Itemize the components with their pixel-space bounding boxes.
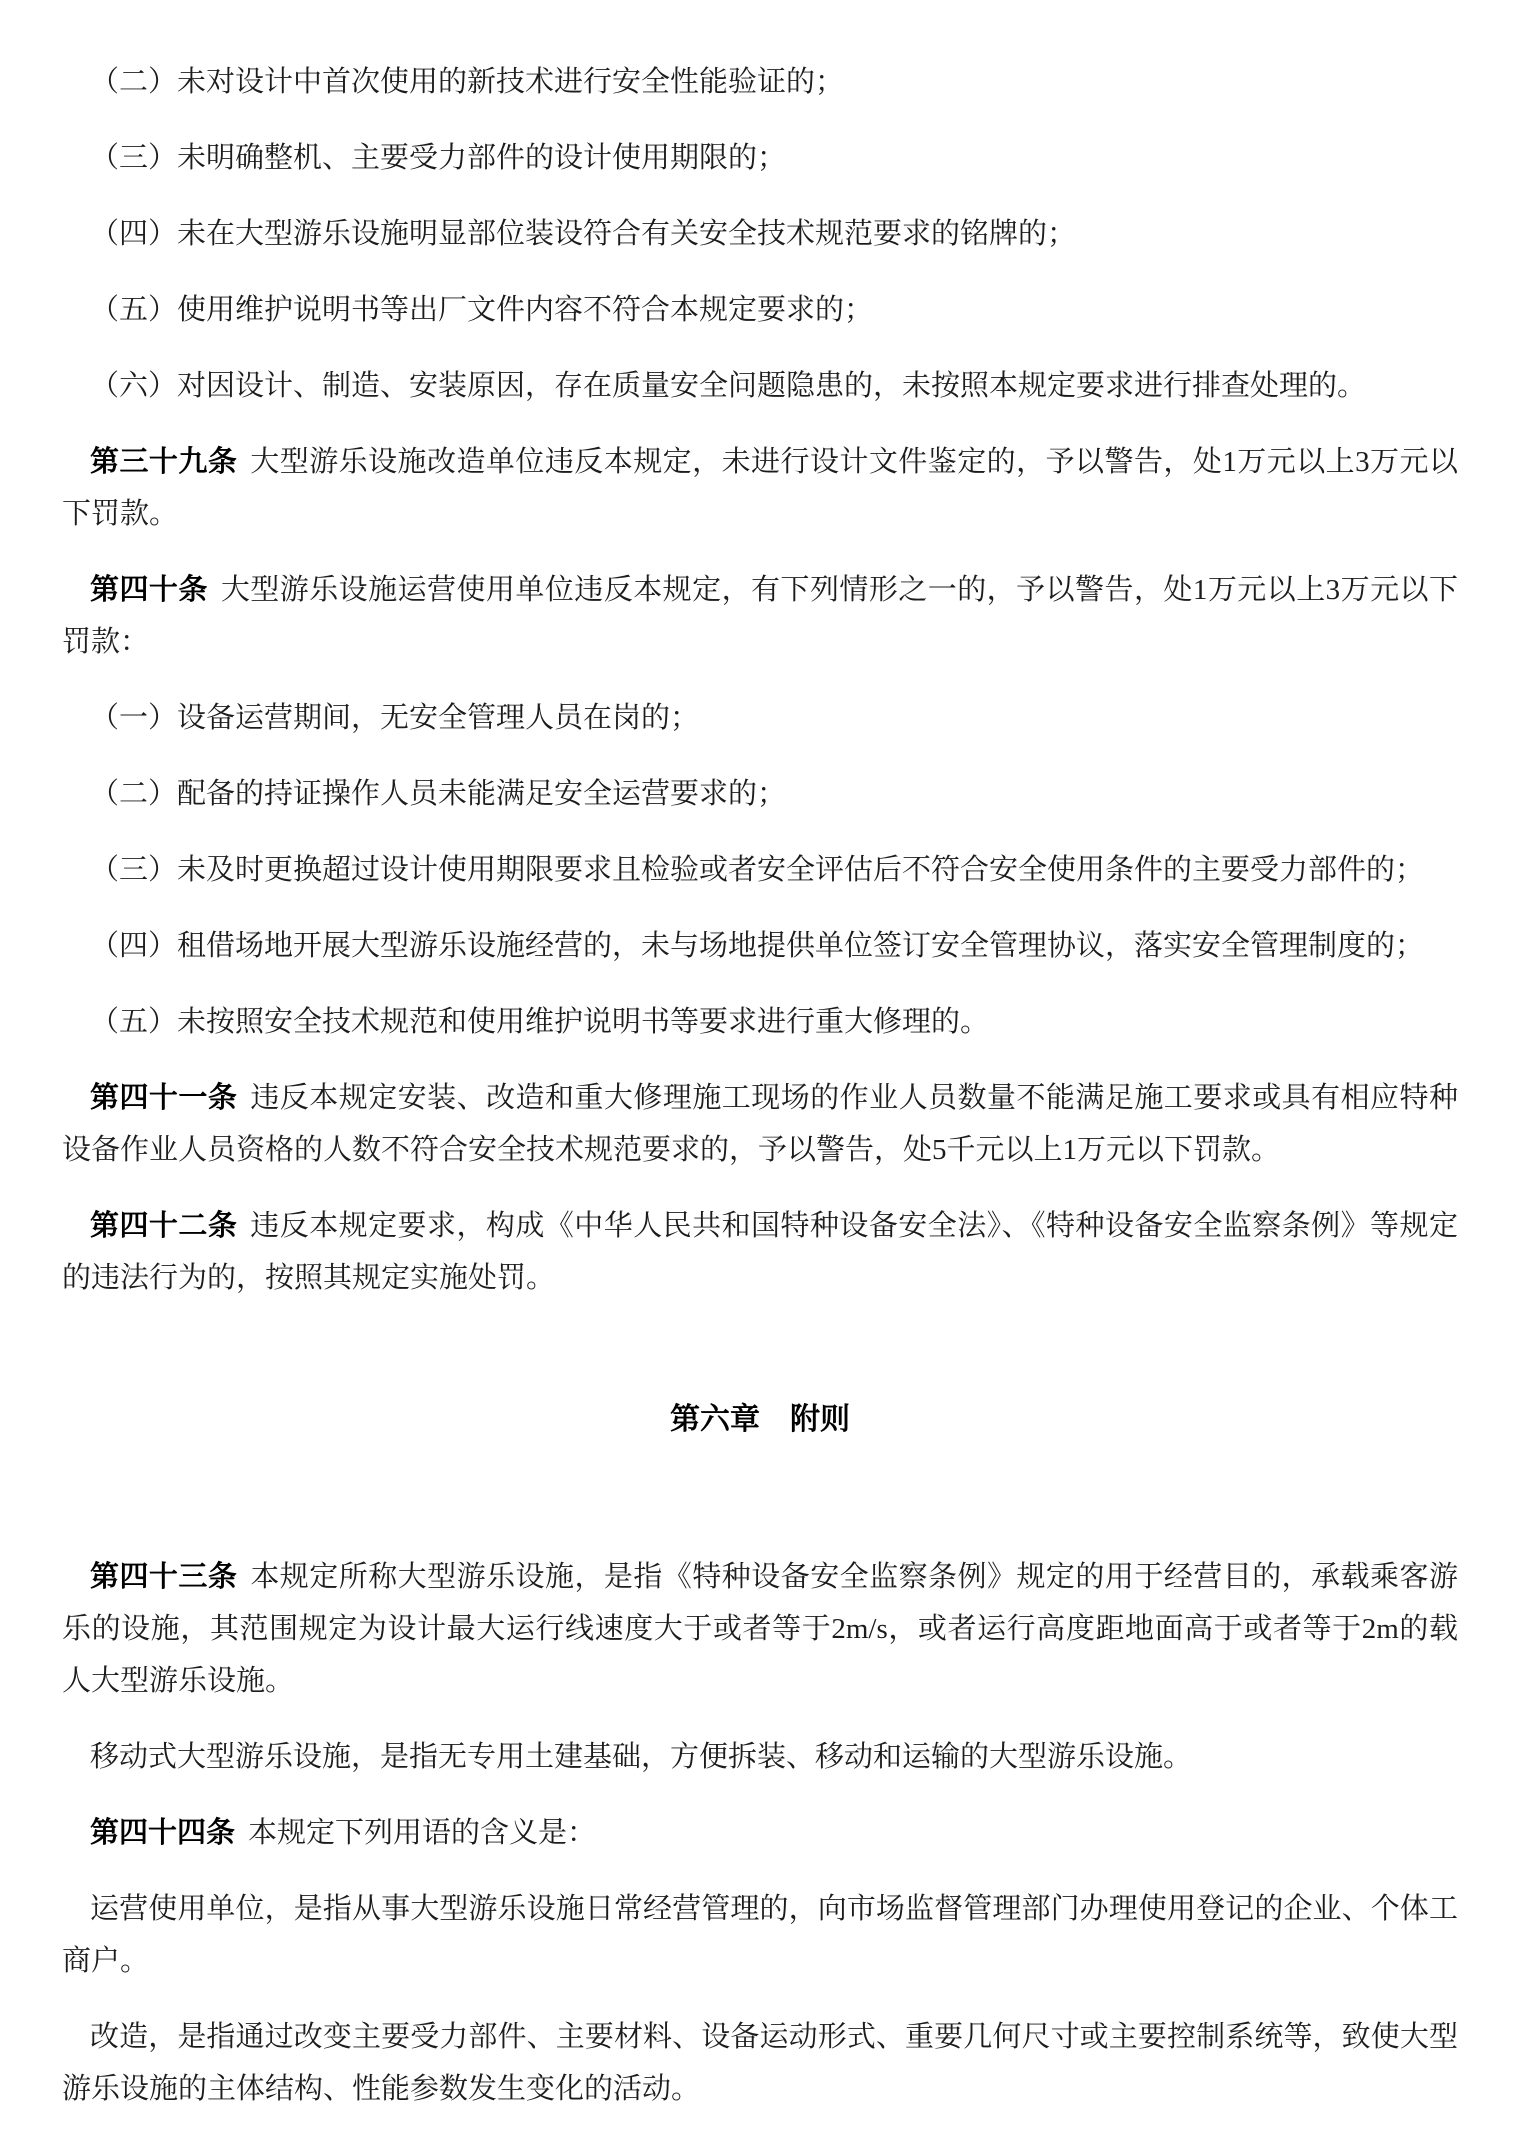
paragraph-text: （四）未在大型游乐设施明显部位装设符合有关安全技术规范要求的铭牌的； [90,218,1077,250]
paragraph-text: （三）未明确整机、主要受力部件的设计使用期限的； [90,142,787,174]
paragraph-text: （五）未按照安全技术规范和使用维护说明书等要求进行重大修理的。 [90,1006,990,1038]
article-paragraph [62,564,1458,668]
article-number: 第三十九条 [90,446,238,478]
list-item [62,692,1458,744]
paragraph-text: 大型游乐设施运营使用单位违反本规定，有下列情形之一的，予以警告，处1万元以上3万元以下罚款： [62,574,1458,658]
paragraph-text: 改造，是指通过改变主要受力部件、主要材料、设备运动形式、重要几何尺寸或主要控制系统等，致使大型游乐设施的主体结构、性能参数发生变化的活动。 [62,2021,1458,2105]
article-paragraph [62,436,1458,540]
list-item [62,768,1458,820]
article-number: 第四十一条 [90,1082,238,1114]
list-item [62,284,1458,336]
list-item [62,208,1458,260]
list-item [62,360,1458,412]
article-number: 第四十条 [90,574,208,606]
body-paragraph [62,2011,1458,2115]
list-item [62,844,1458,896]
list-item [62,920,1458,972]
paragraph-text: （三）未及时更换超过设计使用期限要求且检验或者安全评估后不符合安全使用条件的主要受力部件的； [90,854,1425,886]
article-number: 第四十二条 [90,1210,238,1242]
paragraph-text: 移动式大型游乐设施，是指无专用土建基础，方便拆装、移动和运输的大型游乐设施。 [90,1741,1193,1773]
article-paragraph [62,1200,1458,1304]
list-item [62,996,1458,1048]
article-number: 第四十四条 [90,1817,236,1849]
paragraph-text: （六）对因设计、制造、安装原因，存在质量安全问题隐患的，未按照本规定要求进行排查处理的。 [90,370,1367,402]
list-item [62,132,1458,184]
article-paragraph [62,1551,1458,1707]
article-paragraph [62,1807,1458,1859]
chapter-title: 附则 [790,1403,850,1436]
paragraph-text: （一）设备运营期间，无安全管理人员在岗的； [90,702,700,734]
paragraph-text: （四）租借场地开展大型游乐设施经营的，未与场地提供单位签订安全管理协议，落实安全管理制度的； [90,930,1425,962]
paragraph-text: 本规定下列用语的含义是： [248,1817,597,1849]
paragraph-text: 违反本规定要求，构成《中华人民共和国特种设备安全法》、《特种设备安全监察条例》等规定的违法行为的，按照其规定实施处罚。 [62,1210,1458,1294]
paragraph-text: 大型游乐设施改造单位违反本规定，未进行设计文件鉴定的，予以警告，处1万元以上3万元以下罚款。 [62,446,1458,530]
chapter-number: 第六章 [670,1403,760,1436]
paragraph-text: （二）配备的持证操作人员未能满足安全运营要求的； [90,778,787,810]
paragraph-text: 违反本规定安装、改造和重大修理施工现场的作业人员数量不能满足施工要求或具有相应特种设备作业人员资格的人数不符合安全技术规范要求的，予以警告，处5千元以上1万元以下罚款。 [62,1082,1458,1166]
paragraph-text: 运营使用单位，是指从事大型游乐设施日常经营管理的，向市场监督管理部门办理使用登记的企业、个体工商户。 [62,1893,1458,1977]
chapter-heading [62,1394,1458,1446]
article-paragraph [62,1072,1458,1176]
body-paragraph [62,1883,1458,1987]
paragraph-text: 本规定所称大型游乐设施，是指《特种设备安全监察条例》规定的用于经营目的，承载乘客游乐的设施，其范围规定为设计最大运行线速度大于或者等于2m/s，或者运行高度距地面高于或者等于2m的载人大型游乐设施。 [62,1561,1458,1697]
body-paragraph [62,1731,1458,1783]
list-item [62,56,1458,108]
paragraph-text: （五）使用维护说明书等出厂文件内容不符合本规定要求的； [90,294,874,326]
paragraph-text: （二）未对设计中首次使用的新技术进行安全性能验证的； [90,66,845,98]
article-number: 第四十三条 [90,1561,238,1593]
